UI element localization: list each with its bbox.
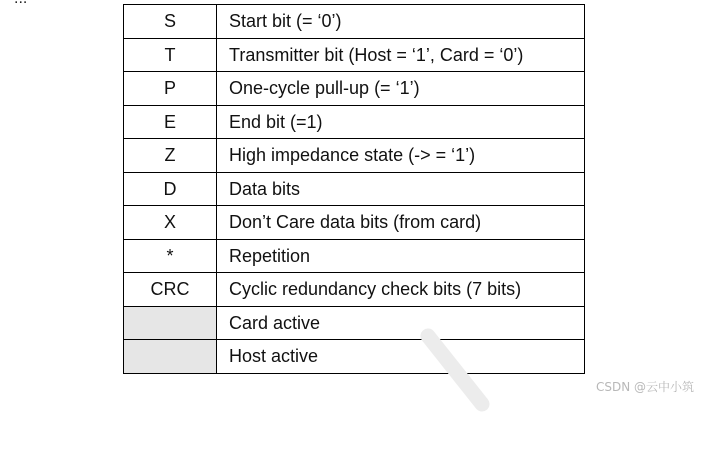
table-row bbox=[124, 306, 585, 340]
description-cell: Transmitter bit (Host = ‘1’, Card = ‘0’) bbox=[217, 38, 585, 72]
table-row bbox=[124, 239, 585, 273]
table-row bbox=[124, 105, 585, 139]
description-cell: Data bits bbox=[217, 172, 585, 206]
table-row bbox=[124, 340, 585, 374]
symbol-cell: Z bbox=[124, 139, 217, 173]
table-row bbox=[124, 172, 585, 206]
symbol-cell: * bbox=[124, 239, 217, 273]
symbol-cell: D bbox=[124, 172, 217, 206]
table-row bbox=[124, 72, 585, 106]
symbol-cell: S bbox=[124, 5, 217, 39]
symbol-cell: X bbox=[124, 206, 217, 240]
description-cell: Card active bbox=[217, 306, 585, 340]
table-row bbox=[124, 38, 585, 72]
description-cell: Host active bbox=[217, 340, 585, 374]
csdn-watermark: CSDN @云中小筑 bbox=[595, 380, 694, 394]
description-cell: One-cycle pull-up (= ‘1’) bbox=[217, 72, 585, 106]
table-row bbox=[124, 139, 585, 173]
description-cell: End bit (=1) bbox=[217, 105, 585, 139]
description-cell: Start bit (= ‘0’) bbox=[217, 5, 585, 39]
description-cell: Repetition bbox=[217, 239, 585, 273]
host-active-swatch bbox=[124, 340, 217, 374]
symbol-cell: T bbox=[124, 38, 217, 72]
symbol-cell: CRC bbox=[124, 273, 217, 307]
table-row bbox=[124, 206, 585, 240]
card-active-swatch bbox=[124, 306, 217, 340]
symbol-legend-table bbox=[123, 4, 585, 374]
description-cell: High impedance state (-> = ‘1’) bbox=[217, 139, 585, 173]
symbol-cell: E bbox=[124, 105, 217, 139]
top-cut-text-label bbox=[14, 0, 27, 8]
description-cell: Cyclic redundancy check bits (7 bits) bbox=[217, 273, 585, 307]
table-row bbox=[124, 5, 585, 39]
symbol-cell: P bbox=[124, 72, 217, 106]
description-cell: Don’t Care data bits (from card) bbox=[217, 206, 585, 240]
table-row bbox=[124, 273, 585, 307]
